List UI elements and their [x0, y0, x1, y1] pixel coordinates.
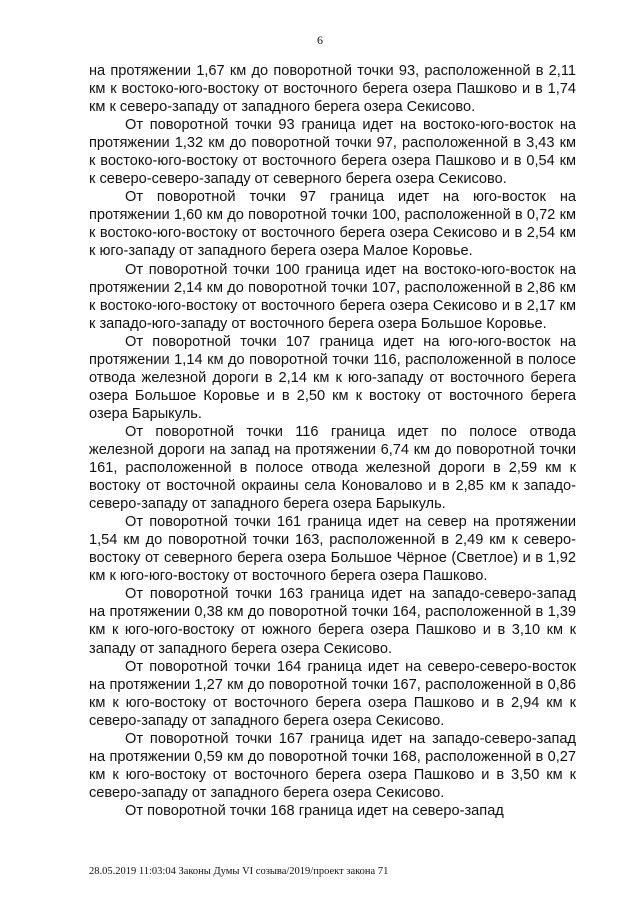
paragraph: От поворотной точки 116 граница идет по полосе отвода железной дороги на запад на протяжении 6,74 км до поворотной точки 161, расположенной в полосе отвода железной дороги в 2,59 км к востоку от восточной окраины села Коновалово и в 2,85 км к западо-северо-западу от западного берега озера Барыкуль. [89, 423, 576, 513]
paragraph: От поворотной точки 97 граница идет на юго-восток на протяжении 1,60 км до поворотной точки 100, расположенной в 0,72 км к востоко-юго-востоку от восточного берега озера Секисово и в 2,54 км к юго-западу от западного берега озера Малое Коровье. [89, 189, 576, 260]
paragraph: От поворотной точки 163 граница идет на западо-северо-запад на протяжении 0,38 км до поворотной точки 164, расположенной в 1,39 км к юго-юго-востоку от южного берега озера Пашково и в 3,10 км к западу от западного берега озера Секисово. [89, 586, 576, 657]
page-number: 6 [317, 33, 323, 47]
paragraph: От поворотной точки 167 граница идет на западо-северо-запад на протяжении 0,59 км до поворотной точки 168, расположенной в 0,27 км к юго-востоку от восточного берега озера Пашково и в 3,50 км к северо-западу от западного берега озера Секисово. [89, 730, 576, 801]
document-body [89, 62, 576, 820]
document-footer: 28.05.2019 11:03:04 Законы Думы VI созыва/2019/проект закона 71 [89, 866, 389, 877]
paragraph: От поворотной точки 100 граница идет на востоко-юго-восток на протяжении 2,14 км до поворотной точки 107, расположенной в 2,86 км к востоко-юго-востоку от восточного берега озера Секисово и в 2,17 км к западо-юго-западу от восточного берега озера Большое Коровье. [89, 261, 576, 332]
paragraph-continuation: на протяжении 1,67 км до поворотной точки 93, расположенной в 2,11 км к востоко-юго-востоку от восточного берега озера Пашково и в 1,74 км к северо-западу от западного берега озера Секисово. [89, 63, 576, 116]
paragraph-last-line: От поворотной точки 168 граница идет на северо-запад [125, 802, 504, 819]
paragraph: От поворотной точки 164 граница идет на северо-северо-восток на протяжении 1,27 км до поворотной точки 167, расположенной в 0,86 км к юго-востоку от восточного берега озера Пашково и в 2,94 км к северо-западу от западного берега озера Секисово. [89, 658, 576, 729]
paragraph: От поворотной точки 93 граница идет на востоко-юго-восток на протяжении 1,32 км до поворотной точки 97, расположенной в 3,43 км к востоко-юго-востоку от восточного берега озера Пашково и в 0,54 км к северо-северо-западу от северного берега озера Секисово. [89, 117, 576, 188]
paragraph: От поворотной точки 161 граница идет на север на протяжении 1,54 км до поворотной точки 163, расположенной в 2,49 км к северо-востоку от северного берега озера Большое Чёрное (Светлое) и в 1,92 км к юго-юго-востоку от восточного берега озера Пашково. [89, 514, 576, 585]
paragraph: От поворотной точки 107 граница идет на юго-юго-восток на протяжении 1,14 км до поворотной точки 116, расположенной в полосе отвода железной дороги в 2,14 км к юго-западу от восточного берега озера Большое Коровье и в 2,50 км к востоку от восточного берега озера Барыкуль. [89, 333, 576, 422]
